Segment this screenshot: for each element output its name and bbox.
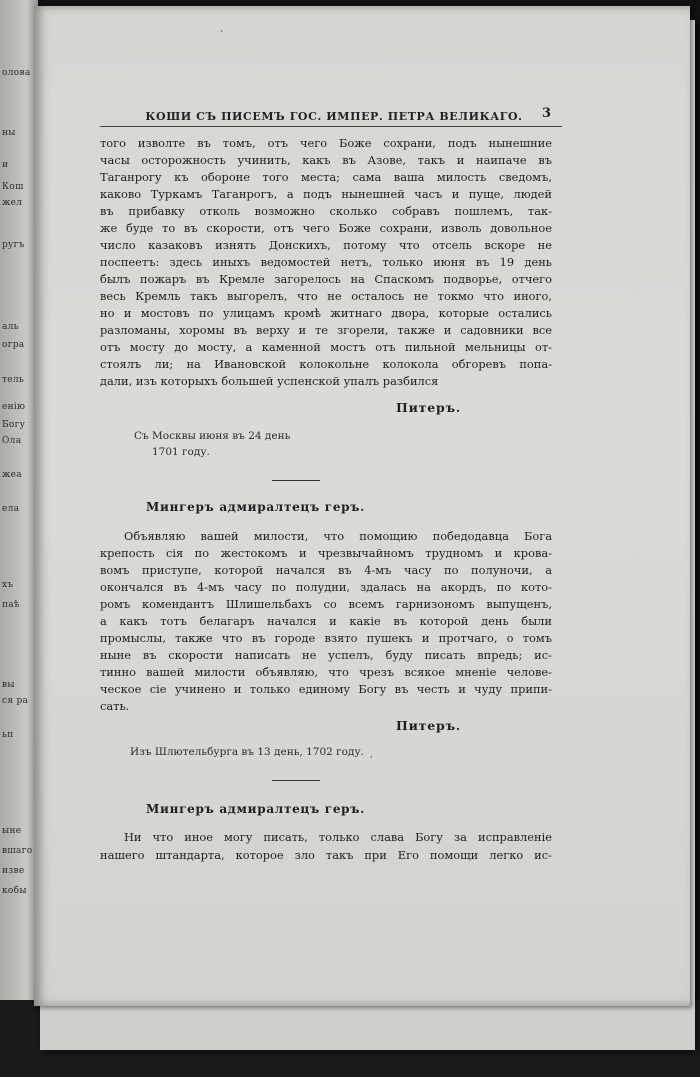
letter2-line: ромъ комендантъ Шлишельбахъ со всемъ гарнизономъ выпущенъ,	[100, 597, 552, 611]
letter2-dateline: Изъ Шлютельбурга въ 13 день, 1702 году.	[130, 746, 364, 758]
facing-page-fragment: ела	[2, 504, 20, 514]
letter1-line: былъ пожаръ въ Кремле загорелось на Спаскомъ подворье, отчего	[100, 272, 552, 286]
letter2-line: Объявляю вашей милости, что помощию победодавца Бога	[124, 529, 552, 543]
letter3-line: нашего штандарта, которое зло такъ при Его помощи легко ис-	[100, 848, 552, 862]
letter1-line: Таганрогу къ обороне того места; сама ваша милость сведомъ,	[100, 170, 552, 184]
facing-page-fragment: олова	[2, 68, 31, 78]
letter2-line: окончался въ 4-мъ часу по полудни, здалась на акордъ, по кото-	[100, 580, 552, 594]
facing-page-fragment: и	[2, 160, 9, 170]
facing-page-fragment: вшаго	[2, 846, 33, 856]
facing-page-fragment: енію	[2, 402, 26, 412]
letter1-signature: Питеръ.	[396, 400, 462, 415]
letter1-line: число казаковъ изнять Донскихъ, потому что отсель вскоре не	[100, 238, 552, 252]
document-page	[34, 6, 690, 1006]
letter1-dateline-year: 1701 году.	[152, 446, 210, 458]
letter2-line: а какъ тотъ белагаръ начался и какіе въ которой день были	[100, 614, 552, 628]
letter1-line: стоялъ ли; на Ивановской колокольне колокола обгоревъ попа-	[100, 357, 552, 371]
letter2-signature: Питеръ.	[396, 718, 462, 733]
facing-page-fragment: ьп	[2, 730, 14, 740]
letter1-line: дали, изъ которыхъ большей успенской упалъ разбился	[100, 374, 439, 388]
header-rule	[100, 126, 562, 127]
letter2-line: ныне въ скорости написать не успелъ, буду писать впредь; ис-	[100, 648, 552, 662]
facing-page-fragment: тель	[2, 375, 25, 385]
facing-page-fragment: огра	[2, 340, 25, 350]
letter2-line: ческое сіе учинено и только единому Богу въ честь и чуду припи-	[100, 682, 552, 696]
section-separator	[272, 480, 320, 481]
page-number: 3	[542, 106, 552, 121]
facing-page-fragment: жеа	[2, 470, 22, 480]
letter1-line: каково Туркамъ Таганрогъ, а подъ нынешней часъ и пуще, людей	[100, 187, 552, 201]
letter1-dateline-place: Съ Москвы июня въ 24 день	[134, 430, 291, 442]
facing-page-fragment: Кош	[2, 182, 24, 192]
running-head: КОШИ СЪ ПИСЕМЪ ГОС. ИМПЕР. ПЕТРА ВЕЛИКАГО.	[145, 110, 523, 123]
facing-page-edge	[0, 0, 38, 1000]
letter2-line: крепость сія по жестокомъ и чрезвычайномъ трудномъ и крова-	[100, 546, 552, 560]
letter2-line: сать.	[100, 699, 130, 713]
facing-page-fragment: кобы	[2, 886, 27, 896]
facing-page-fragment: паѣ	[2, 600, 20, 610]
letter1-line: разломаны, хоромы въ верху и те згорели, также и садовники все	[100, 323, 552, 337]
letter2-line: вомъ приступе, которой начался въ 4-мъ часу по полуночи, а	[100, 563, 552, 577]
facing-page-fragment: хъ	[2, 580, 14, 590]
facing-page-fragment: Ола	[2, 436, 22, 446]
letter1-line: отъ мосту до мосту, а каменной мостъ отъ пильной мельницы от-	[100, 340, 552, 354]
letter1-line: поспеетъ: здесь иныхъ ведомостей нетъ, только июня въ 19 день	[100, 255, 552, 269]
letter1-line: въ прибавку отколь возможно сколько собравъ пошлемъ, так-	[100, 204, 552, 218]
facing-page-fragment: жел	[2, 198, 23, 208]
letter1-line: но и мостовъ по улицамъ кромѣ житнаго двора, которые остались	[100, 306, 552, 320]
stray-mark: ,	[370, 750, 373, 760]
letter2-line: промыслы, также что въ городе взято пушекъ и протчаго, о томъ	[100, 631, 552, 645]
letter1-line: же буде то въ скорости, отъ чего Боже сохрани, изволь довольное	[100, 221, 552, 235]
letter1-line: весь Кремль такъ выгорелъ, что не осталось не токмо что иного,	[100, 289, 552, 303]
facing-page-fragment: ыне	[2, 826, 22, 836]
facing-page-fragment: аль	[2, 322, 19, 332]
letter3-salutation: Мингеръ адмиралтецъ геръ.	[146, 802, 366, 816]
facing-page-fragment: изве	[2, 866, 25, 876]
facing-page-fragment: ны	[2, 128, 16, 138]
facing-page-fragment: ругъ	[2, 240, 25, 250]
header-mark: ʼ	[220, 30, 223, 40]
facing-page-fragment: ся ра	[2, 696, 29, 706]
facing-page-fragment: вы	[2, 680, 15, 690]
letter1-line: того изволте въ томъ, отъ чего Боже сохрани, подъ нынешние	[100, 136, 552, 150]
letter1-line: часы осторожность учинить, какъ въ Азове, такъ и наипаче въ	[100, 153, 552, 167]
facing-page-fragment: Богу	[2, 420, 26, 430]
letter2-salutation: Мингеръ адмиралтецъ геръ.	[146, 500, 366, 514]
section-separator	[272, 780, 320, 781]
letter3-line: Ни что иное могу писать, только слава Богу за исправленіе	[124, 830, 552, 844]
letter2-line: тинно вашей милости объявляю, что чрезъ всякое мненіе челове-	[100, 665, 552, 679]
